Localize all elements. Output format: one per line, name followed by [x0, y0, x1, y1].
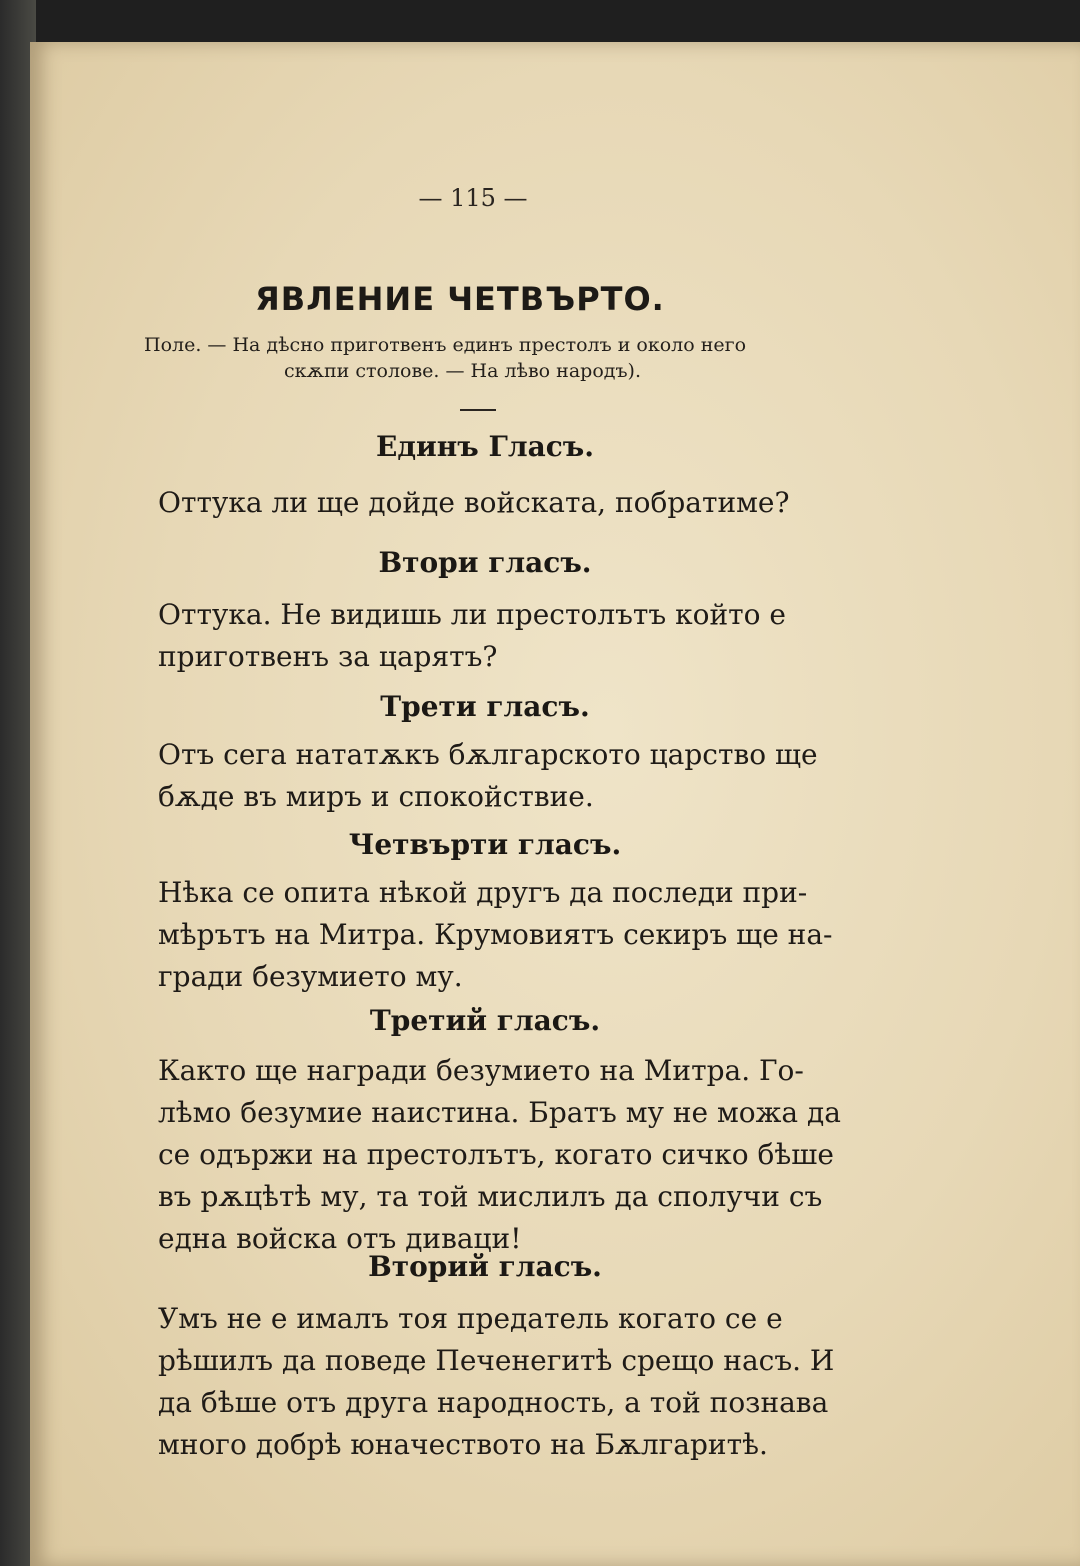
speech-block — [158, 734, 878, 818]
speaker-heading: Третий гласъ. — [369, 1004, 601, 1037]
stage-direction-label: Поле. — [144, 334, 202, 356]
speech-line: бѫде въ миръ и спокойствие. — [158, 780, 594, 813]
speech-line: Както ще награди безумието на Митра. Го- — [158, 1054, 804, 1087]
speech-block — [158, 1298, 878, 1466]
page-number: — 115 — — [418, 184, 528, 212]
speaker-heading: Четвърти гласъ. — [348, 828, 622, 861]
stage-direction — [144, 332, 884, 384]
speech-line: Оттука ли ще дойде войската, побратиме? — [158, 486, 790, 519]
speech-line: мѣрътъ на Митра. Крумовиятъ секиръ ще на- — [158, 918, 833, 951]
book-page — [30, 42, 1080, 1566]
speaker-heading: Единъ Гласъ. — [376, 430, 594, 463]
speech-line: Оттука. Не видишь ли престолътъ който е — [158, 598, 786, 631]
speech-line: Умъ не е ималъ тоя предатель когато се е — [158, 1302, 783, 1335]
section-divider — [460, 409, 496, 411]
stage-direction-line1: — На дѣсно приготвенъ единъ престолъ и около него — [207, 334, 747, 356]
speech-line: да бѣше отъ друга народность, а той познава — [158, 1386, 829, 1419]
speaker-heading: Трети гласъ. — [380, 690, 590, 723]
speech-line: гради безумието му. — [158, 960, 463, 993]
speech-line: много добрѣ юначеството на Бѫлгаритѣ. — [158, 1428, 768, 1461]
speech-line: рѣшилъ да поведе Печенегитѣ срещо насъ. И — [158, 1344, 835, 1377]
speaker-heading: Втори гласъ. — [378, 546, 592, 579]
speech-block — [158, 594, 878, 678]
speech-line: се одържи на престолътъ, когато сичко бѣше — [158, 1138, 834, 1171]
speech-line: въ рѫцѣтѣ му, та той мислилъ да сполучи съ — [158, 1180, 823, 1213]
speech-line: приготвенъ за царятъ? — [158, 640, 498, 673]
speaker-heading: Вторий гласъ. — [368, 1250, 602, 1283]
act-title: ЯВЛЕНИЕ ЧЕТВЪРТО. — [255, 280, 665, 318]
speech-block — [158, 872, 878, 998]
speech-block — [158, 1050, 878, 1260]
speech-line: една войска отъ диваци! — [158, 1222, 522, 1255]
speech-block — [158, 482, 878, 524]
speech-line: лѣмо безумие наистина. Братъ му не можа да — [158, 1096, 841, 1129]
speech-line: Отъ сега нататѫкъ бѫлгарското царство ще — [158, 738, 818, 771]
speech-line: Нѣка се опита нѣкой другъ да последи при- — [158, 876, 808, 909]
stage-direction-line2: скѫпи столове. — На лѣво народъ). — [284, 360, 641, 382]
